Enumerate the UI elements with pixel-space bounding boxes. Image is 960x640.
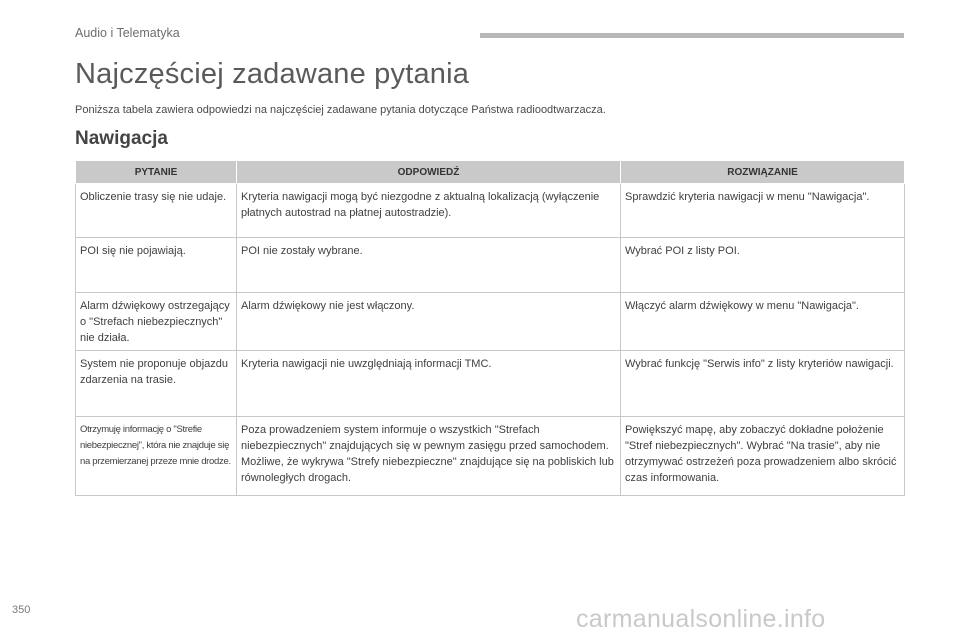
solution-cell: Sprawdzić kryteria nawigacji w menu "Nawigacja". xyxy=(621,184,905,238)
table-row xyxy=(76,184,905,238)
solution-cell: Powiększyć mapę, aby zobaczyć dokładne położenie "Stref niebezpiecznych". Wybrać "Na trasie", aby nie otrzymywać ostrzeżeń poza prowadzeniem albo skrócić czas informowania. xyxy=(621,417,905,496)
question-cell: Alarm dźwiękowy ostrzegający o "Strefach niebezpiecznych" nie działa. xyxy=(76,293,237,351)
solution-cell: Wybrać funkcję "Serwis info" z listy kryteriów nawigacji. xyxy=(621,351,905,417)
page-number: 350 xyxy=(12,604,31,616)
header-rule xyxy=(480,33,904,38)
table-header-row xyxy=(76,161,905,184)
answer-cell: Kryteria nawigacji mogą być niezgodne z aktualną lokalizacją (wyłączenie płatnych autostrad na płatnej autostradzie). xyxy=(237,184,621,238)
table-row xyxy=(76,351,905,417)
question-cell: Obliczenie trasy się nie udaje. xyxy=(76,184,237,238)
solution-cell: Wybrać POI z listy POI. xyxy=(621,238,905,293)
answer-cell: Alarm dźwiękowy nie jest włączony. xyxy=(237,293,621,351)
answer-cell: Kryteria nawigacji nie uwzględniają informacji TMC. xyxy=(237,351,621,417)
column-header-question: PYTANIE xyxy=(76,161,237,184)
solution-cell: Włączyć alarm dźwiękowy w menu "Nawigacja". xyxy=(621,293,905,351)
section-title: Nawigacja xyxy=(75,128,168,149)
table-row xyxy=(76,293,905,351)
question-cell: Otrzymuję informację o "Strefie niebezpiecznej", która nie znajduje się na przemierzanej przeze mnie drodze. xyxy=(76,417,237,496)
question-cell: System nie proponuje objazdu zdarzenia na trasie. xyxy=(76,351,237,417)
column-header-solution: ROZWIĄZANIE xyxy=(621,161,905,184)
column-header-answer: ODPOWIEDŹ xyxy=(237,161,621,184)
answer-cell: Poza prowadzeniem system informuje o wszystkich "Strefach niebezpiecznych" znajdujących się w pewnym zasięgu przed samochodem. Możliwe, że wykrywa "Strefy niebezpieczne" znajdujące się na pobliskich lub równoległych drogach. xyxy=(237,417,621,496)
table-row xyxy=(76,417,905,496)
faq-table xyxy=(75,160,905,496)
watermark: carmanualsonline.info xyxy=(576,605,826,633)
intro-text: Poniższa tabela zawiera odpowiedzi na najczęściej zadawane pytania dotyczące Państwa radioodtwarzacza. xyxy=(75,104,606,116)
header-section-title: Audio i Telematyka xyxy=(75,26,180,40)
question-cell: POI się nie pojawiają. xyxy=(76,238,237,293)
answer-cell: POI nie zostały wybrane. xyxy=(237,238,621,293)
page-title: Najczęściej zadawane pytania xyxy=(75,58,470,90)
table-row xyxy=(76,238,905,293)
